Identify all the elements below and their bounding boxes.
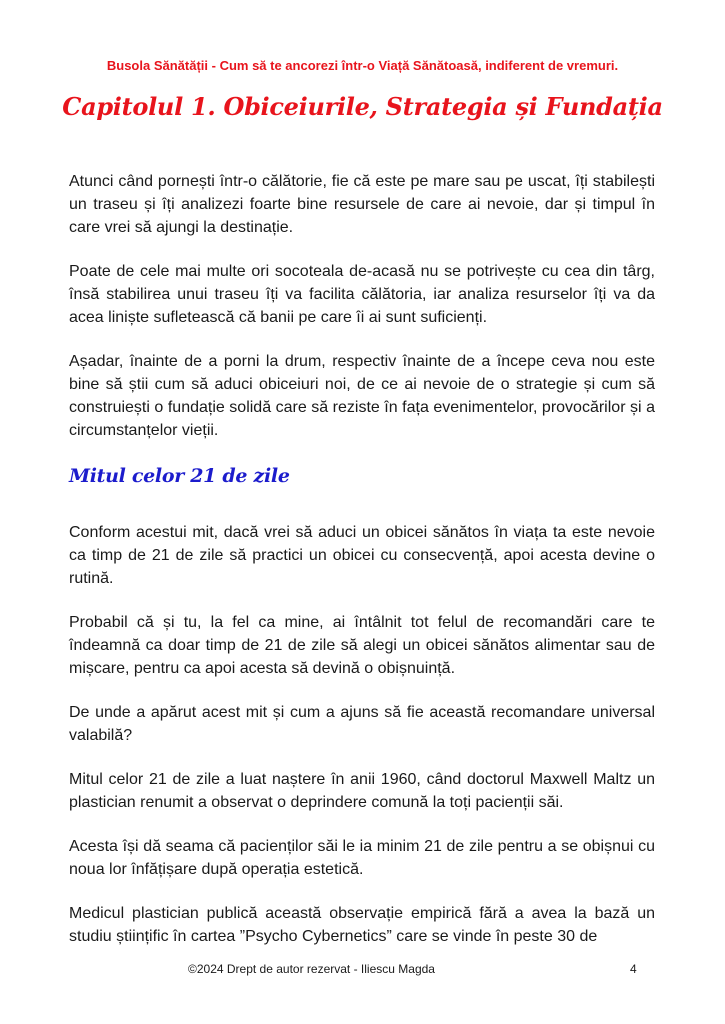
body-paragraph: Acesta își dă seama că pacienților săi le ia minim 21 de zile pentru a se obișnui cu noua lor înfățișare după operația estetică. [69,838,655,878]
body-paragraph: Așadar, înainte de a porni la drum, respectiv înainte de a începe ceva nou este bine să știi cum să aduci obiceiuri noi, de ce ai nevoie de o strategie și cum să construiești o fundație solidă care să reziste în fața evenimentelor, provocărilor și a circumstanțelor vieții. [69,353,655,439]
body-paragraph: Conform acestui mit, dacă vrei să aduci un obicei sănătos în viața ta este nevoie ca timp de 21 de zile să practici un obicei cu consecvență, apoi acesta devine o rutină. [69,524,655,587]
page-body [69,170,655,948]
body-paragraph: De unde a apărut acest mit și cum a ajuns să fie această recomandare universal valabilă? [69,704,655,744]
section-heading: Mitul celor 21 de zile [69,465,290,487]
body-paragraph: Medicul plastician publică această observație empirică fără a avea la bază un studiu științific în cartea ”Psycho Cybernetics” care se vinde în peste 30 de [69,905,655,945]
body-paragraph: Atunci când pornești într-o călătorie, fie că este pe mare sau pe uscat, îți stabilești un traseu și îți analizezi foarte bine resursele de care ai nevoie, dar și timpul în care vrei să ajungi la destinație. [69,173,655,236]
chapter-title: Capitolul 1. Obiceiurile, Strategia și Fundația [62,92,663,121]
body-paragraph: Poate de cele mai multe ori socoteala de-acasă nu se potrivește cu cea din târg, însă stabilirea unui traseu îți va facilita călătoria, iar analiza resurselor îți va da acea liniște sufletească că banii pe care îi ai sunt suficienți. [69,263,655,326]
running-header: Busola Sănătății - Cum să te ancorezi într-o Viață Sănătoasă, indiferent de vremuri. [106,58,619,73]
page-number: 4 [630,962,637,976]
footer-copyright: ©2024 Drept de autor rezervat - Iliescu Magda [188,962,435,976]
body-paragraph: Mitul celor 21 de zile a luat naștere în anii 1960, când doctorul Maxwell Maltz un plastician renumit a observat o deprindere comună la toți pacienții săi. [69,771,655,811]
body-paragraph: Probabil că și tu, la fel ca mine, ai întâlnit tot felul de recomandări care te îndeamnă ca doar timp de 21 de zile să alegi un obicei sănătos alimentar sau de mișcare, pentru ca apoi acesta să devină o obișnuință. [69,614,655,677]
